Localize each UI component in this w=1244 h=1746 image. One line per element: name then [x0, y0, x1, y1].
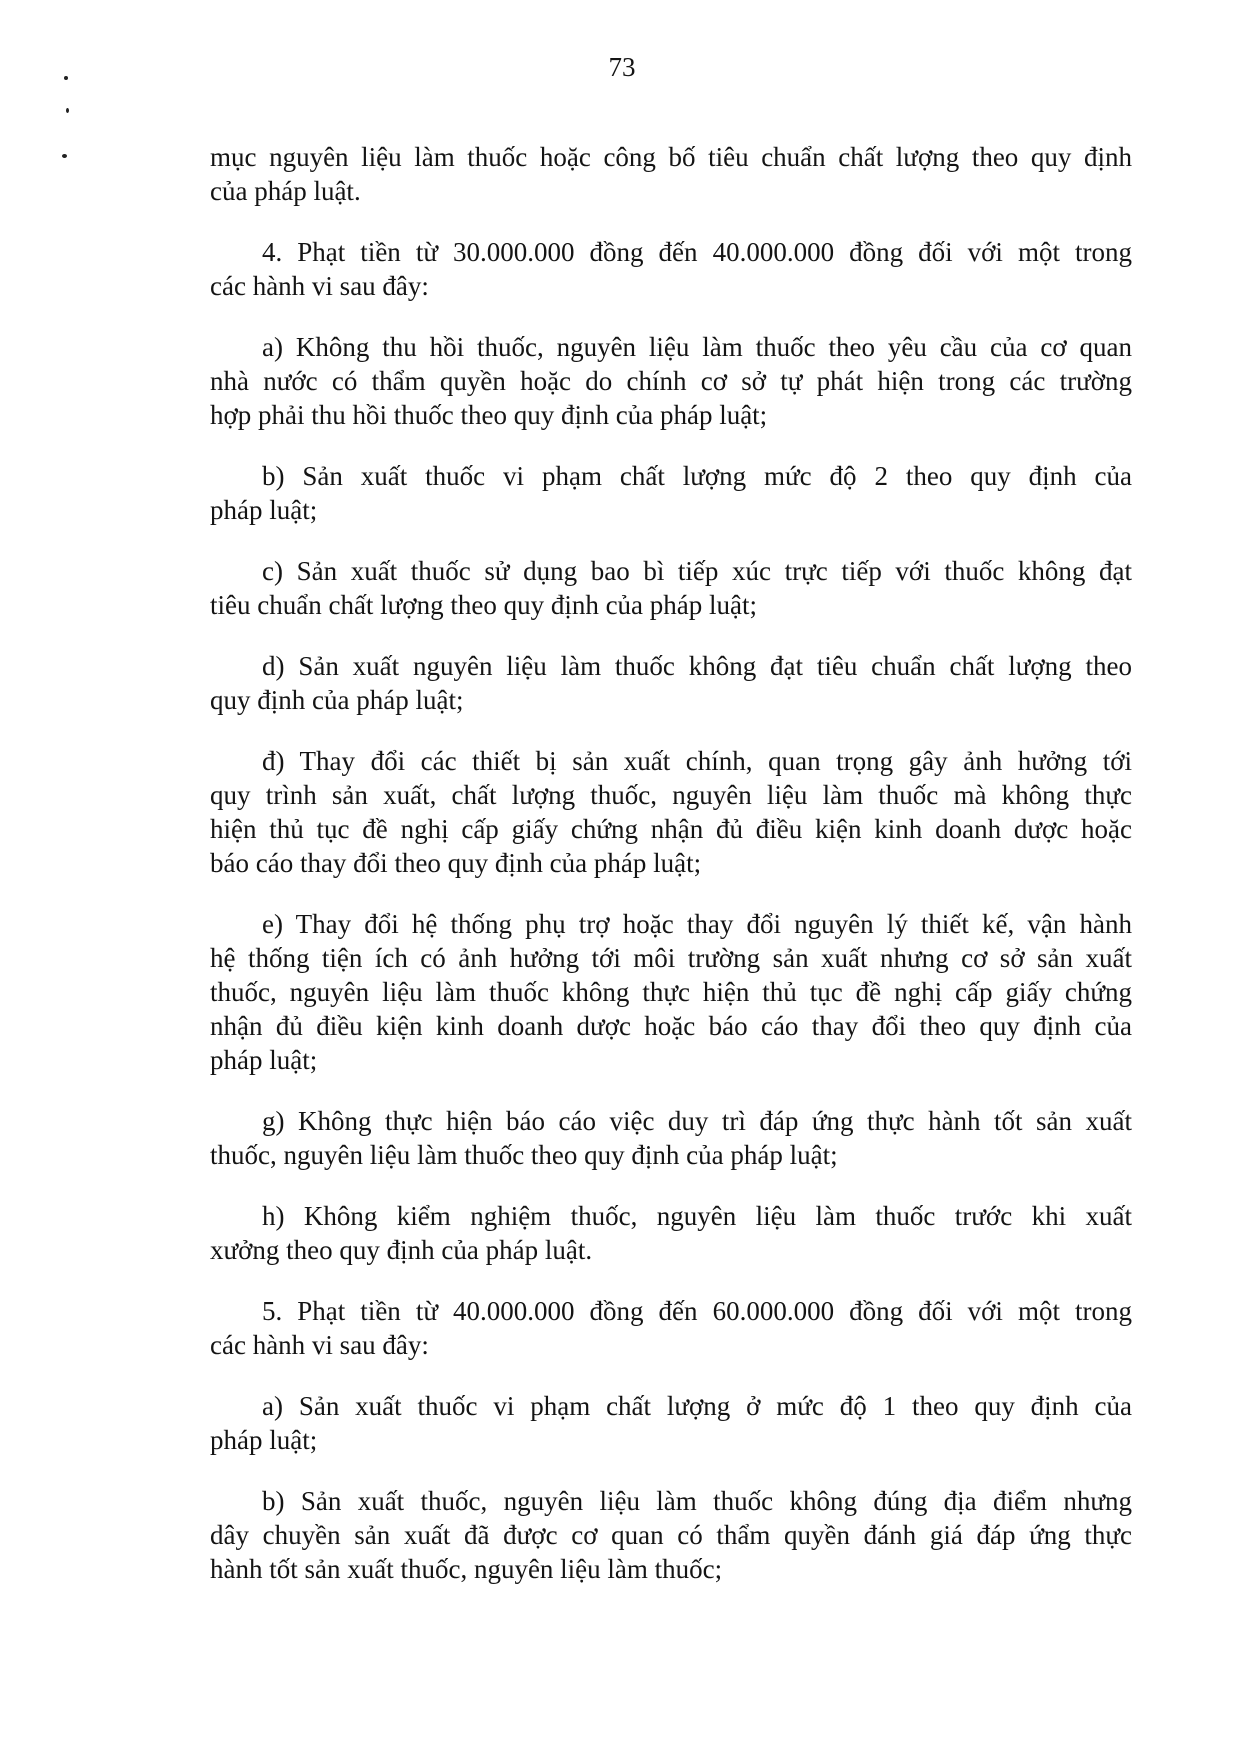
paragraph-clause-4e — [210, 907, 1132, 1077]
text-line: hiện thủ tục đề nghị cấp giấy chứng nhận đủ điều kiện kinh doanh dược hoặc — [210, 814, 1132, 844]
paragraph-clause-4 — [210, 235, 1132, 303]
text-line: các hành vi sau đây: — [210, 1330, 429, 1360]
text-line: quy trình sản xuất, chất lượng thuốc, nguyên liệu làm thuốc mà không thực — [210, 780, 1132, 810]
text-line: c) Sản xuất thuốc sử dụng bao bì tiếp xúc trực tiếp với thuốc không đạt — [262, 556, 1132, 586]
text-line: h) Không kiểm nghiệm thuốc, nguyên liệu làm thuốc trước khi xuất — [262, 1201, 1132, 1231]
paragraph-clause-4dd — [210, 744, 1132, 880]
paragraph-clause-4d — [210, 649, 1132, 717]
text-line: báo cáo thay đổi theo quy định của pháp luật; — [210, 848, 702, 878]
scan-speck — [66, 108, 69, 113]
text-line: hợp phải thu hồi thuốc theo quy định của pháp luật; — [210, 400, 768, 430]
text-line: xưởng theo quy định của pháp luật. — [210, 1235, 593, 1265]
text-line: e) Thay đổi hệ thống phụ trợ hoặc thay đổi nguyên lý thiết kế, vận hành — [262, 909, 1132, 939]
scan-speck — [62, 154, 67, 158]
paragraph-clause-4a — [210, 330, 1132, 432]
paragraph-intro — [210, 140, 1132, 208]
text-line: dây chuyền sản xuất đã được cơ quan có thẩm quyền đánh giá đáp ứng thực — [210, 1520, 1132, 1550]
paragraph-clause-5a — [210, 1389, 1132, 1457]
text-line: 5. Phạt tiền từ 40.000.000 đồng đến 60.000.000 đồng đối với một trong — [262, 1296, 1132, 1326]
text-line: pháp luật; — [210, 1425, 318, 1455]
text-line: quy định của pháp luật; — [210, 685, 464, 715]
text-line: thuốc, nguyên liệu làm thuốc theo quy định của pháp luật; — [210, 1140, 838, 1170]
paragraph-clause-4b — [210, 459, 1132, 527]
text-line: pháp luật; — [210, 495, 318, 525]
paragraph-clause-5 — [210, 1294, 1132, 1362]
paragraph-clause-4g — [210, 1104, 1132, 1172]
document-body — [210, 140, 1132, 1613]
paragraph-clause-5b — [210, 1484, 1132, 1586]
text-line: b) Sản xuất thuốc vi phạm chất lượng mức độ 2 theo quy định của — [262, 461, 1132, 491]
text-line: pháp luật; — [210, 1045, 318, 1075]
text-line: mục nguyên liệu làm thuốc hoặc công bố tiêu chuẩn chất lượng theo quy định — [210, 142, 1132, 172]
text-line: các hành vi sau đây: — [210, 271, 429, 301]
paragraph-clause-4h — [210, 1199, 1132, 1267]
text-line: hành tốt sản xuất thuốc, nguyên liệu làm thuốc; — [210, 1554, 723, 1584]
text-line: d) Sản xuất nguyên liệu làm thuốc không đạt tiêu chuẩn chất lượng theo — [262, 651, 1132, 681]
text-line: nhà nước có thẩm quyền hoặc do chính cơ sở tự phát hiện trong các trường — [210, 366, 1132, 396]
scan-speck — [64, 76, 68, 80]
text-line: đ) Thay đổi các thiết bị sản xuất chính, quan trọng gây ảnh hưởng tới — [262, 746, 1132, 776]
text-line: nhận đủ điều kiện kinh doanh dược hoặc báo cáo thay đổi theo quy định của — [210, 1011, 1132, 1041]
text-line: 4. Phạt tiền từ 30.000.000 đồng đến 40.000.000 đồng đối với một trong — [262, 237, 1132, 267]
text-line: g) Không thực hiện báo cáo việc duy trì đáp ứng thực hành tốt sản xuất — [262, 1106, 1132, 1136]
text-line: tiêu chuẩn chất lượng theo quy định của pháp luật; — [210, 590, 758, 620]
page-number: 73 — [608, 52, 636, 82]
text-line: hệ thống tiện ích có ảnh hưởng tới môi trường sản xuất nhưng cơ sở sản xuất — [210, 943, 1132, 973]
paragraph-clause-4c — [210, 554, 1132, 622]
text-line: thuốc, nguyên liệu làm thuốc không thực hiện thủ tục đề nghị cấp giấy chứng — [210, 977, 1132, 1007]
text-line: của pháp luật. — [210, 176, 361, 206]
text-line: a) Sản xuất thuốc vi phạm chất lượng ở mức độ 1 theo quy định của — [262, 1391, 1132, 1421]
text-line: b) Sản xuất thuốc, nguyên liệu làm thuốc không đúng địa điểm nhưng — [262, 1486, 1132, 1516]
text-line: a) Không thu hồi thuốc, nguyên liệu làm thuốc theo yêu cầu của cơ quan — [262, 332, 1132, 362]
